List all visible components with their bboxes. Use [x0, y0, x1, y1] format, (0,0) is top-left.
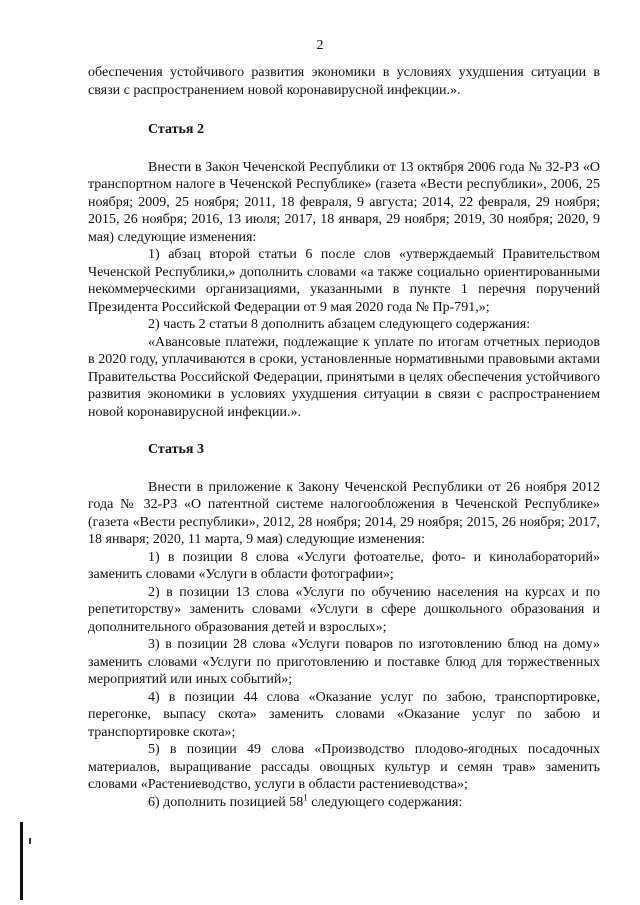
intro-continuation: обеспечения устойчивого развития экономики в условиях ухудшения ситуации в связи с распространением новой коронавирусной инфекции.». — [88, 65, 600, 98]
document-body — [88, 64, 600, 811]
article-3-item-3: 3) в позиции 28 слова «Услуги поваров по изготовлению блюд на дому» заменить словами «Услуги по приготовлению и поставке блюд для торжественных мероприятий или иных событий»; — [88, 637, 600, 687]
article-2-preamble: Внести в Закон Чеченской Республики от 13 октября 2006 года № 32-РЗ «О транспортном налоге в Чеченской Республике» (газета «Вести республики», 2006, 25 ноября; 2009, 25 ноября; 2011, 18 февраля, 9 августа; 2014, 22 февраля, 29 ноября; 2015, 26 ноября; 2016, 13 июля; 2017, 18 января, 29 ноября; 2019, 30 ноября; 2020, 9 мая) следующие изменения: — [88, 159, 600, 245]
item-6-tail: следующего содержания: — [307, 794, 463, 810]
item-6-superscript: 1 — [303, 791, 308, 802]
article-3-heading: Статья 3 — [148, 442, 204, 457]
scan-edge-dot — [29, 838, 31, 844]
article-3-item-1: 1) в позиции 8 слова «Услуги фотоателье, фото- и кинолабораторий» заменить словами «Услуги в области фотографии»; — [88, 549, 600, 582]
article-3-item-4: 4) в позиции 44 слова «Оказание услуг по забою, транспортировке, перегонке, выпасу скота» заменить словами «Оказание услуг по забою и транспортировке скота»; — [88, 689, 600, 740]
article-3-item-6 — [88, 791, 600, 812]
item-6-text: 6) дополнить позицией 58 — [148, 794, 304, 810]
article-3-item-2: 2) в позиции 13 слова «Услуги по обучению населения на курсах и по репетиторству» заменить словами «Услуги в сфере дошкольного образования и дополнительного образования детей и взрослых»; — [88, 584, 600, 635]
article-2-heading: Статья 2 — [148, 122, 204, 137]
article-2-item-1: 1) абзац второй статьи 6 после слов «утверждаемый Правительством Чеченской Республики,» дополнить словами «а также социально ориентированными некоммерческими организациями, указанными в пункте 1 перечня поручений Президента Российской Федерации от 9 мая 2020 года № Пр-791,»; — [88, 247, 600, 315]
scan-edge-mark — [20, 822, 23, 900]
page-number: 2 — [316, 38, 324, 53]
article-2-quote: «Авансовые платежи, подлежащие к уплате по итогам отчетных периодов в 2020 году, уплачиваются в сроки, установленные нормативными правовыми актами Правительства Российской Федерации, принятыми в целях обеспечения устойчивого развития экономики в условиях ухудшения ситуации в связи с распространением новой коронавирусной инфекции.». — [88, 334, 600, 420]
article-2-item-2: 2) часть 2 статьи 8 дополнить абзацем следующего содержания: — [148, 317, 531, 332]
article-3-preamble: Внести в приложение к Закону Чеченской Республики от 26 ноября 2012 года № 32-РЗ «О патентной системе налогообложения в Чеченской Республике» (газета «Вести республики», 2012, 28 ноября; 2014, 29 ноября; 2015, 26 ноября; 2017, 18 января; 2020, 11 марта, 9 мая) следующие изменения: — [88, 479, 600, 547]
article-3-item-5: 5) в позиции 49 слова «Производство плодово-ягодных посадочных материалов, выращивание рассады овощных культур и семян трав» заменить словами «Растениеводство, услуги в области растениеводства»; — [88, 742, 600, 792]
